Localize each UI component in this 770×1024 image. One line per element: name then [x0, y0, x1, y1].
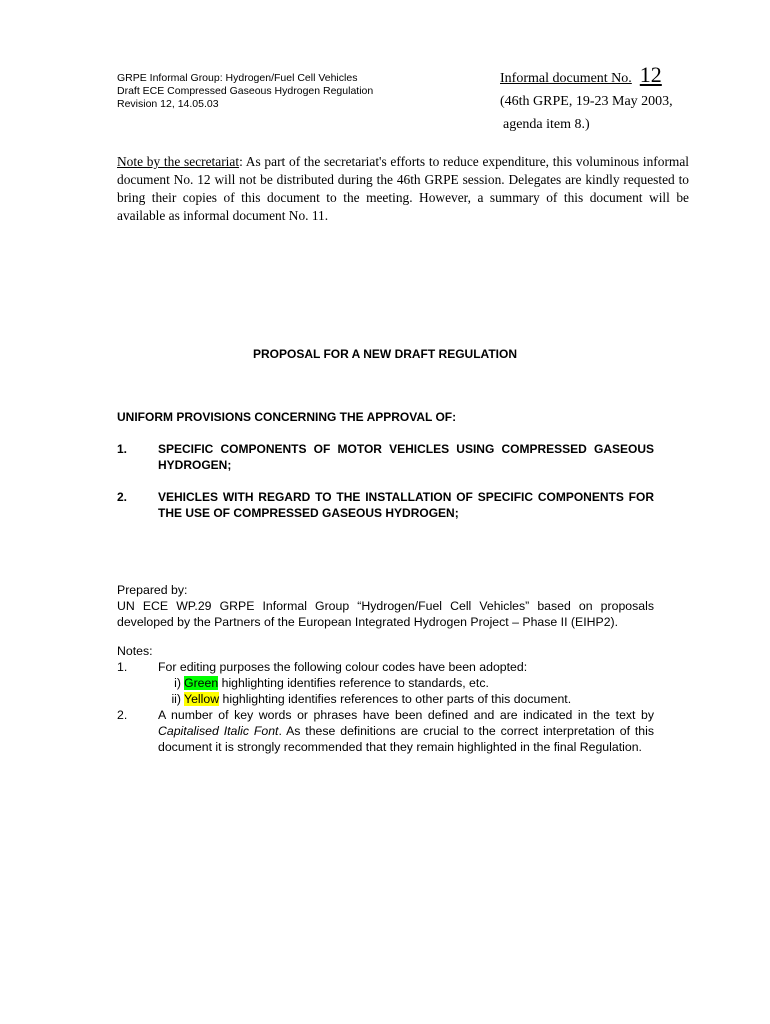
- item-text: VEHICLES WITH REGARD TO THE INSTALLATION OF SPECIFIC COMPONENTS FOR THE USE OF COMPRESSED GASEOUS HYDROGEN;: [158, 490, 654, 520]
- subitem-text: highlighting identifies reference to standards, etc.: [218, 676, 489, 690]
- item-text: SPECIFIC COMPONENTS OF MOTOR VEHICLES USING COMPRESSED GASEOUS HYDROGEN;: [158, 442, 654, 472]
- yellow-highlight: Yellow: [184, 692, 220, 706]
- italic-term: Capitalised Italic Font: [158, 724, 279, 738]
- notes-label: Notes:: [117, 644, 153, 658]
- header-group-line: GRPE Informal Group: Hydrogen/Fuel Cell Vehicles: [117, 72, 358, 84]
- notes-section: [117, 643, 654, 755]
- item-number: 2.: [117, 490, 128, 504]
- note-number: 1.: [117, 660, 128, 674]
- note-number: 2.: [117, 708, 128, 722]
- note-item: [117, 659, 654, 675]
- header-draft-line: Draft ECE Compressed Gaseous Hydrogen Regulation: [117, 85, 374, 97]
- note-text-part: . As these definitions are crucial to the correct interpretation of this document it is strongly recommended that they remain highlighted in the final Regulation.: [158, 724, 654, 754]
- subitem-number: ii): [171, 692, 181, 706]
- doc-number: 12: [639, 62, 662, 87]
- prepared-text: UN ECE WP.29 GRPE Informal Group “Hydrogen/Fuel Cell Vehicles” based on proposals developed by the Partners of the European Integrated Hydrogen Project – Phase II (EIHP2).: [117, 599, 654, 629]
- note-subitem: [163, 675, 654, 691]
- document-title: PROPOSAL FOR A NEW DRAFT REGULATION: [253, 347, 517, 361]
- session-line: (46th GRPE, 19-23 May 2003,: [500, 94, 673, 109]
- prepared-label: Prepared by:: [117, 583, 188, 597]
- subitem-text: highlighting identifies references to other parts of this document.: [219, 692, 572, 706]
- note-subitem: [163, 691, 654, 707]
- doc-number-line: [500, 62, 673, 88]
- agenda-line: agenda item 8.): [503, 117, 590, 132]
- header-right: [500, 62, 673, 133]
- provision-item: [117, 489, 654, 521]
- subitem-number: i): [174, 676, 181, 690]
- note-label: Note by the secretariat: [117, 154, 240, 169]
- prepared-by: [117, 582, 654, 630]
- green-highlight: Green: [184, 676, 219, 690]
- document-subtitle: UNIFORM PROVISIONS CONCERNING THE APPROVAL OF:: [117, 410, 457, 424]
- secretariat-note: [117, 153, 689, 225]
- note-text: [158, 707, 654, 755]
- doc-label: Informal document No.: [500, 71, 632, 86]
- note-text: : As part of the secretariat's efforts to reduce expenditure, this voluminous informal document No. 12 will not be distributed during the 46th GRPE session. Delegates are kindly requested to bring their copies of this document to the meeting. However, a summary of this document will be available as informal document No. 11.: [117, 154, 689, 223]
- item-number: 1.: [117, 442, 128, 456]
- header-left: [117, 72, 373, 111]
- note-item: [117, 707, 654, 755]
- provision-item: [117, 441, 654, 473]
- header-revision-line: Revision 12, 14.05.03: [117, 98, 219, 110]
- note-text-part: A number of key words or phrases have been defined and are indicated in the text by: [158, 708, 654, 722]
- note-text: For editing purposes the following colour codes have been adopted:: [158, 660, 528, 674]
